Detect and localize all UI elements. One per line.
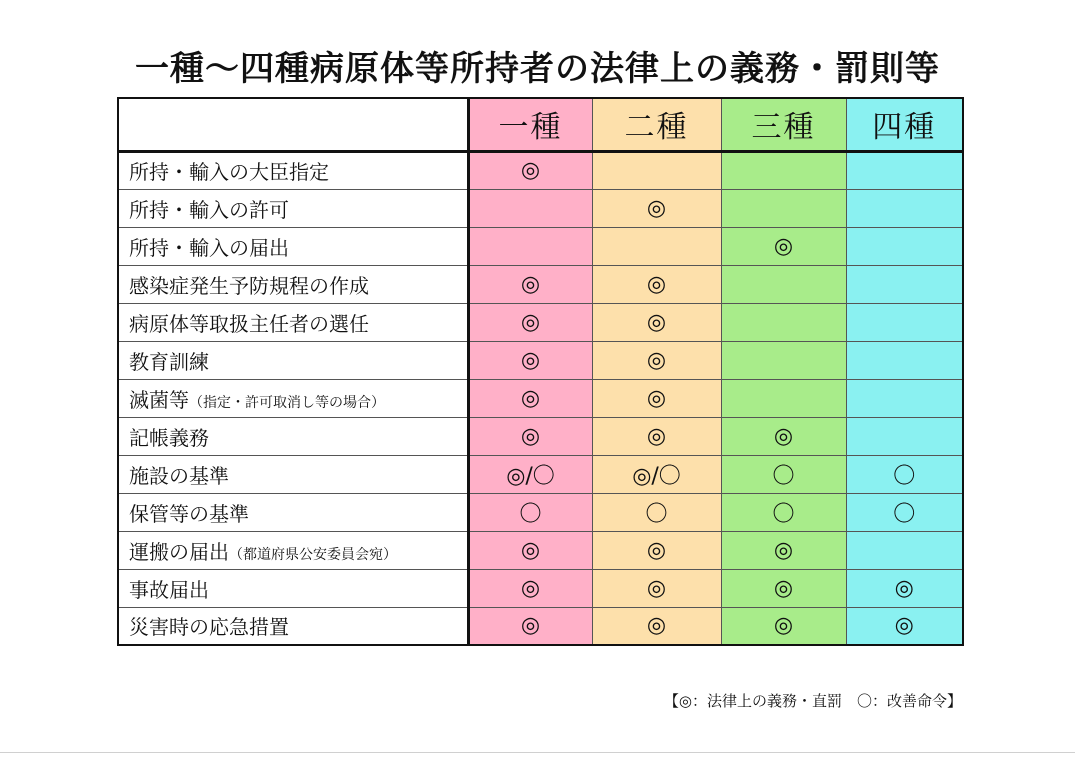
mark-cell-type3 [721,379,846,417]
row-label: 滅菌等 [129,387,189,412]
mark-cell-type4 [846,531,963,569]
table-row [118,151,963,189]
header-corner-cell [118,98,468,151]
mark-cell-type1: 〇 [468,493,592,531]
mark-cell-type2 [592,151,721,189]
table-row [118,189,963,227]
row-label: 所持・輸入の許可 [129,197,289,222]
header-row [118,98,963,151]
mark-cell-type3 [721,303,846,341]
table-row [118,569,963,607]
mark-cell-type2: ◎ [592,265,721,303]
legend: 【◎：法律上の義務・直罰 〇：改善命令】 [663,692,962,710]
row-label: 所持・輸入の大臣指定 [129,160,329,184]
mark-cell-type3 [721,341,846,379]
mark-cell-type1: ◎ [468,417,592,455]
mark-cell-type1: ◎ [468,379,592,417]
row-label-cell [118,341,468,379]
mark-cell-type1: ◎ [468,265,592,303]
mark-cell-type1 [468,189,592,227]
row-label: 施設の基準 [129,463,229,488]
column-header-type3: 三種 [721,98,846,151]
row-label: 災害時の応急措置 [129,615,289,640]
mark-cell-type4 [846,265,963,303]
table-row [118,341,963,379]
mark-cell-type1: ◎ [468,531,592,569]
column-header-type2: 二種 [592,98,721,151]
row-label-cell [118,569,468,607]
mark-cell-type4 [846,417,963,455]
mark-cell-type2: ◎ [592,569,721,607]
mark-cell-type3: 〇 [721,493,846,531]
mark-cell-type2: ◎ [592,189,721,227]
row-label: 記帳義務 [129,425,209,450]
table-row [118,303,963,341]
mark-cell-type1: ◎ [468,341,592,379]
row-label: 保管等の基準 [129,501,249,526]
column-header-type4: 四種 [846,98,963,151]
table-row [118,493,963,531]
row-label: 感染症発生予防規程の作成 [129,273,369,298]
table-row [118,417,963,455]
row-label-cell [118,531,468,569]
table-row [118,227,963,265]
row-label: 運搬の届出 [129,539,229,564]
row-label-cell [118,189,468,227]
obligations-table [117,97,964,646]
mark-cell-type4: ◎ [846,569,963,607]
mark-cell-type3: ◎ [721,531,846,569]
table-row [118,607,963,645]
mark-cell-type2: ◎ [592,417,721,455]
mark-cell-type4 [846,341,963,379]
mark-cell-type2: ◎ [592,379,721,417]
mark-cell-type2: ◎ [592,607,721,645]
row-label: 教育訓練 [129,349,209,374]
mark-cell-type4: 〇 [846,455,963,493]
mark-cell-type1: ◎ [468,607,592,645]
mark-cell-type2 [592,227,721,265]
mark-cell-type4: ◎ [846,607,963,645]
row-label-cell [118,303,468,341]
table-row [118,379,963,417]
mark-cell-type3: ◎ [721,607,846,645]
row-label: 所持・輸入の届出 [129,235,289,260]
mark-cell-type3 [721,265,846,303]
mark-cell-type2: ◎ [592,341,721,379]
mark-cell-type1: ◎ [468,151,592,189]
mark-cell-type1: ◎ [468,569,592,607]
page-title: 一種～四種病原体等所持者の法律上の義務・罰則等 [135,49,940,89]
row-label-note: （指定・許可取消し等の場合） [189,394,385,411]
row-label-cell [118,151,468,189]
column-header-type1: 一種 [468,98,592,151]
bottom-divider [0,752,1075,753]
mark-cell-type4 [846,151,963,189]
mark-cell-type4 [846,303,963,341]
table-row [118,455,963,493]
row-label-cell [118,265,468,303]
mark-cell-type4 [846,189,963,227]
mark-cell-type3 [721,151,846,189]
mark-cell-type2: ◎ [592,531,721,569]
mark-cell-type3 [721,189,846,227]
row-label-cell [118,417,468,455]
mark-cell-type2: ◎/〇 [592,455,721,493]
mark-cell-type3: ◎ [721,569,846,607]
row-label-note: （都道府県公安委員会宛） [229,546,397,563]
row-label-cell [118,493,468,531]
row-label-cell [118,607,468,645]
mark-cell-type4 [846,227,963,265]
mark-cell-type3: ◎ [721,227,846,265]
row-label-cell [118,455,468,493]
mark-cell-type1 [468,227,592,265]
mark-cell-type2: ◎ [592,303,721,341]
mark-cell-type3: ◎ [721,417,846,455]
row-label: 病原体等取扱主任者の選任 [129,311,369,336]
table-row [118,265,963,303]
mark-cell-type2: 〇 [592,493,721,531]
row-label-cell [118,227,468,265]
row-label: 事故届出 [129,577,209,602]
mark-cell-type3: 〇 [721,455,846,493]
mark-cell-type1: ◎/〇 [468,455,592,493]
row-label-cell [118,379,468,417]
mark-cell-type1: ◎ [468,303,592,341]
mark-cell-type4 [846,379,963,417]
table-row [118,531,963,569]
mark-cell-type4: 〇 [846,493,963,531]
